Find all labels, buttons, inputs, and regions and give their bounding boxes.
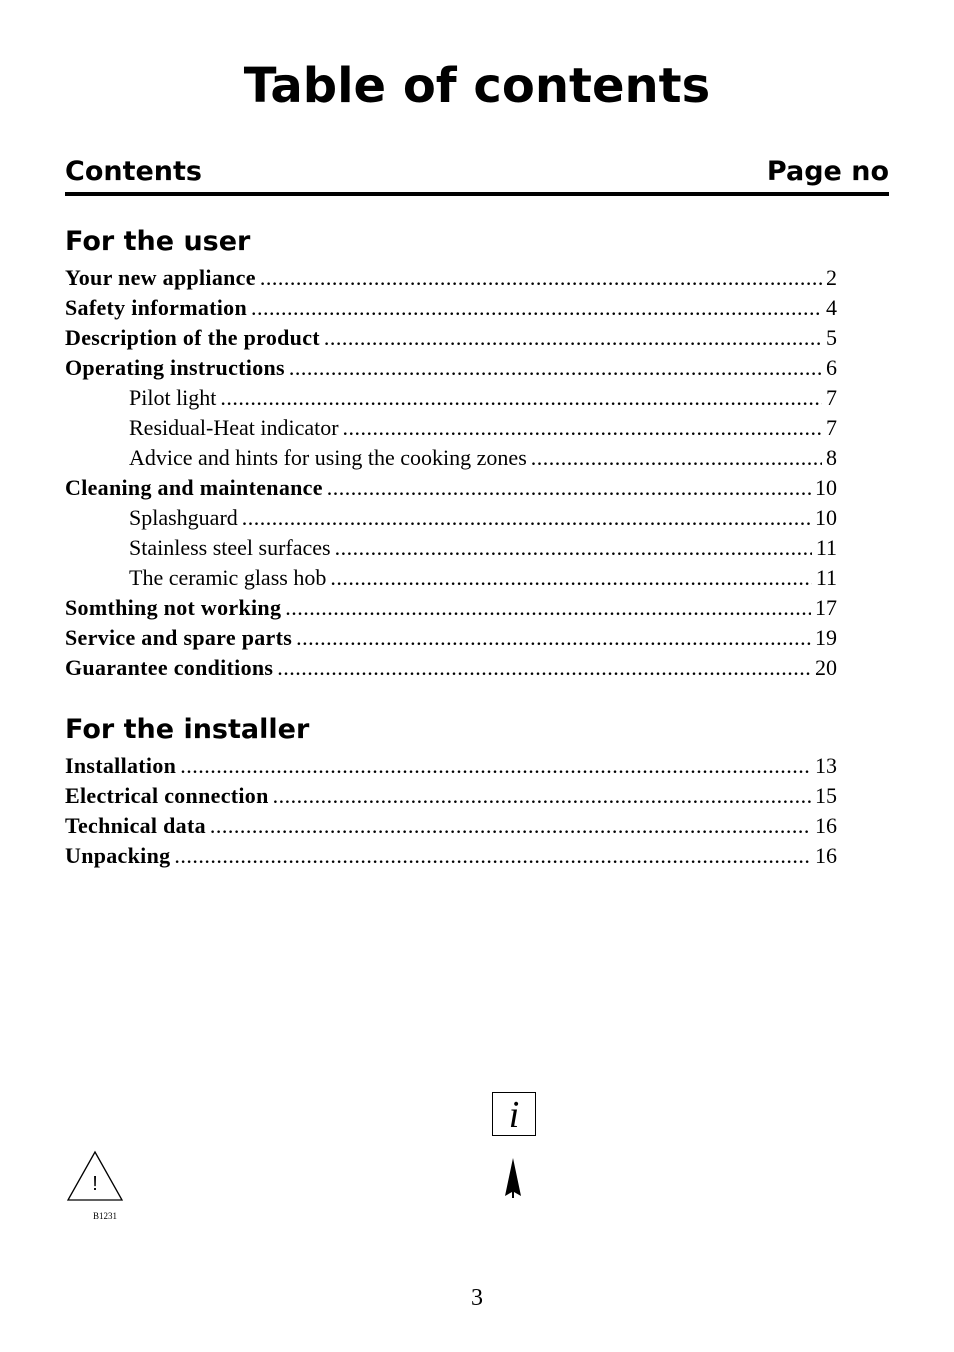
toc-entry xyxy=(65,293,837,323)
toc-entry xyxy=(65,503,837,533)
toc-entry-page: 10 xyxy=(815,505,837,530)
info-icon: i xyxy=(492,1092,536,1136)
toc-entry-page: 5 xyxy=(826,325,837,350)
toc-leader-dots xyxy=(296,623,811,653)
toc-leader-dots xyxy=(180,751,811,781)
toc-entry xyxy=(65,533,837,563)
user-section-title: For the user xyxy=(65,226,251,257)
toc-entry-label: Splashguard xyxy=(129,505,238,530)
toc-leader-dots xyxy=(273,781,811,811)
toc-leader-dots xyxy=(289,353,822,383)
toc-entry-page: 15 xyxy=(815,783,837,808)
toc-entry-page: 17 xyxy=(815,595,837,620)
toc-entry-page: 11 xyxy=(815,565,837,590)
tree-arrow-icon xyxy=(503,1158,523,1205)
toc-entry-page: 13 xyxy=(815,753,837,778)
toc-entry-label: Unpacking xyxy=(65,843,171,868)
toc-entry-label: Description of the product xyxy=(65,325,320,350)
user-toc-list xyxy=(65,263,837,683)
toc-leader-dots xyxy=(260,263,822,293)
contents-label: Contents xyxy=(65,156,203,187)
toc-leader-dots xyxy=(343,413,822,443)
toc-entry-label: Electrical connection xyxy=(65,783,269,808)
warning-code: B1231 xyxy=(93,1211,118,1221)
toc-entry-page: 16 xyxy=(815,843,837,868)
toc-entry-page: 7 xyxy=(826,415,837,440)
toc-entry xyxy=(65,473,837,503)
toc-entry-page: 19 xyxy=(815,625,837,650)
toc-entry xyxy=(65,751,837,781)
toc-entry-label: Guarantee conditions xyxy=(65,655,274,680)
toc-entry-page: 11 xyxy=(815,535,837,560)
toc-leader-dots xyxy=(335,533,812,563)
toc-entry-page: 6 xyxy=(826,355,837,380)
toc-entry xyxy=(65,653,837,683)
toc-leader-dots xyxy=(210,811,811,841)
toc-entry-label: Advice and hints for using the cooking zones xyxy=(129,445,527,470)
page-no-label: Page no xyxy=(766,156,889,187)
toc-entry-page: 7 xyxy=(826,385,837,410)
toc-leader-dots xyxy=(324,323,822,353)
toc-entry xyxy=(65,353,837,383)
toc-entry-page: 2 xyxy=(826,265,837,290)
toc-entry-label: Stainless steel surfaces xyxy=(129,535,331,560)
toc-leader-dots xyxy=(220,383,822,413)
installer-section-title: For the installer xyxy=(65,714,310,745)
toc-entry xyxy=(65,811,837,841)
toc-leader-dots xyxy=(174,841,811,871)
toc-entry-page: 10 xyxy=(815,475,837,500)
toc-entry xyxy=(65,593,837,623)
toc-entry xyxy=(65,443,837,473)
warning-triangle-icon xyxy=(66,1150,124,1207)
toc-leader-dots xyxy=(327,473,811,503)
toc-entry-label: Residual-Heat indicator xyxy=(129,415,339,440)
toc-entry-label: Somthing not working xyxy=(65,595,282,620)
toc-entry xyxy=(65,623,837,653)
warning-glyph: ! xyxy=(92,1173,98,1195)
toc-entry-label: Installation xyxy=(65,753,177,778)
toc-entry xyxy=(65,563,837,593)
installer-toc-list xyxy=(65,751,837,871)
toc-leader-dots xyxy=(277,653,811,683)
toc-leader-dots xyxy=(242,503,811,533)
toc-entry-label: Operating instructions xyxy=(65,355,285,380)
toc-entry-label: Cleaning and maintenance xyxy=(65,475,323,500)
toc-entry-label: Pilot light xyxy=(129,385,217,410)
toc-entry xyxy=(65,383,837,413)
toc-entry-page: 16 xyxy=(815,813,837,838)
toc-entry xyxy=(65,781,837,811)
page-number: 3 xyxy=(471,1285,483,1311)
toc-entry-label: Your new appliance xyxy=(65,265,256,290)
toc-leader-dots xyxy=(251,293,822,323)
toc-leader-dots xyxy=(285,593,811,623)
toc-entry-page: 20 xyxy=(815,655,837,680)
toc-entry xyxy=(65,263,837,293)
toc-entry xyxy=(65,413,837,443)
toc-entry-label: Technical data xyxy=(65,813,206,838)
toc-leader-dots xyxy=(531,443,822,473)
toc-entry-label: The ceramic glass hob xyxy=(129,565,327,590)
toc-entry-page: 8 xyxy=(826,445,837,470)
contents-header xyxy=(65,156,889,196)
toc-entry xyxy=(65,323,837,353)
toc-entry xyxy=(65,841,837,871)
toc-entry-label: Safety information xyxy=(65,295,247,320)
toc-entry-label: Service and spare parts xyxy=(65,625,293,650)
page-title: Table of contents xyxy=(243,58,711,114)
toc-entry-page: 4 xyxy=(826,295,837,320)
toc-leader-dots xyxy=(330,563,812,593)
